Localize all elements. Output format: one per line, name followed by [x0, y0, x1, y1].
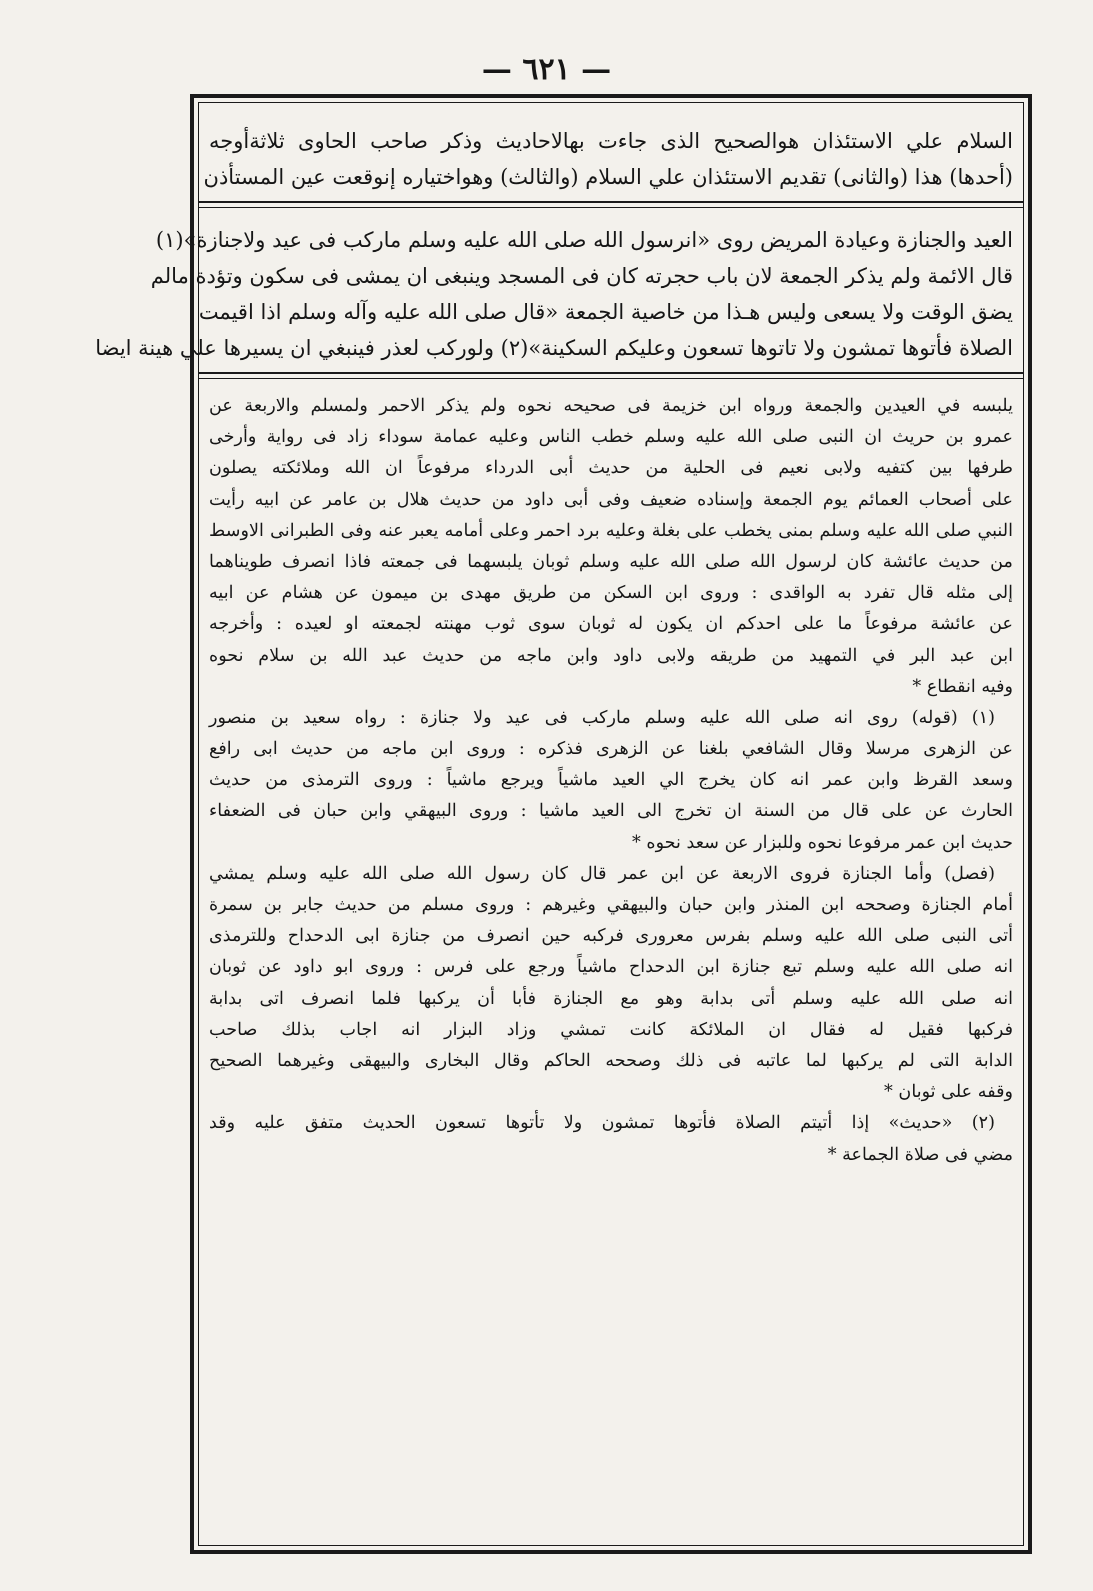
- commentary-line: حديث ابن عمر مرفوعا نحوه وللبزار عن سعد نحوه *: [631, 832, 1013, 853]
- text-line: يضق الوقت ولا يسعى وليس هـذا من خاصية الجمعة «قال صلى الله عليه وآله وسلم اذا اقيمت: [198, 300, 1013, 324]
- commentary-line: يلبسه في العيدين والجمعة ورواه ابن خزيمة فى صحيحه نحوه ولم يذكر الاحمر ولمسلم والاربعة عن: [209, 396, 1013, 416]
- commentary-line: انه صلى الله عليه وسلم أتى بدابة وهو مع الجنازة فأبا أن يركبها فلما انصرف اتى بدابة: [209, 988, 1013, 1009]
- commentary-line: عن عائشة مرفوعاً ما على احدكم ان يكون له ثوبان سوى ثوب مهنته لجمعته او لعيده : وأخرجه: [209, 614, 1013, 635]
- page-frame: [95, 102, 1024, 1546]
- main-text-section-2: [95, 222, 1013, 366]
- section-fasl-line: (فصل) وأما الجنازة فروى الاربعة عن ابن عمر قال كان رسول الله صلى الله عليه وسلم يمشي: [209, 863, 995, 884]
- commentary-line: مضي فى صلاة الجماعة *: [827, 1144, 1013, 1165]
- commentary-line: انه صلى الله عليه وسلم تبع جنازة ابن الدحداح ماشياً ورجع على فرس : وروى ابو داود عن ثوبان: [209, 957, 1013, 978]
- section-divider: [199, 201, 1023, 208]
- text-line: السلام علي الاستئذان هوالصحيح الذى جاءت بهالاحاديث وذكر صاحب الحاوى ثلاثةأوجه: [209, 129, 1013, 153]
- page-number: — ٦٢١ —: [481, 52, 612, 87]
- commentary-line: الدابة التى لم يركبها لما عاتبه فى ذلك وصححه الحاكم وقال البخارى والبيهقى وغيرهما الصحيح: [209, 1050, 1013, 1071]
- commentary-line: على أصحاب العمائم يوم الجمعة وإسناده ضعيف وفى أبى داود من حديث هلال بن عامر عن ابيه رأيت: [209, 489, 1013, 510]
- commentary-line: وسعد القرظ وابن عمر انه كان يخرج الي العيد ماشياً ويرجع ماشياً : وروى الترمذى من حديث: [209, 770, 1013, 791]
- text-line: الصلاة فأتوها تمشون ولا تاتوها تسعون وعليكم السكينة»(٢) ولوركب لعذر فينبغي ان يسيرها علي هينة ايضا: [95, 336, 1013, 360]
- commentary-line: إلى مثله قال تفرد به الواقدى : وروى ابن السكن من طريق مهدى بن ميمون عن هشام عن ابيه: [209, 583, 1013, 604]
- main-text-section-1: [203, 123, 1013, 195]
- commentary-line: طرفها بين كتفيه ولابى نعيم فى الحلية من حديث أبى الدرداء مرفوعاً ان الله وملائكته يصلون: [209, 458, 1013, 479]
- footnote-1-line: (١) (قوله) روى انه صلى الله عليه وسلم ماركب فى عيد ولا جنازة : رواه سعيد بن منصور: [209, 707, 995, 728]
- commentary-line: ابن عبد البر في التمهيد من طريقه ولابى داود وابن ماجه من حديث عبد الله بن سلام نحوه: [209, 645, 1013, 666]
- commentary-line: عن الزهرى مرسلا وقال الشافعي بلغنا عن الزهرى فذكره : وروى ابن ماجه من حديث ابى رافع: [209, 739, 1013, 760]
- commentary-line: الحارث عن على قال من السنة ان تخرج الى العيد ماشيا : وروى البيهقي وابن حبان فى الضعفاء: [209, 801, 1013, 822]
- text-line: قال الائمة ولم يذكر الجمعة لان باب حجرته كان فى المسجد وينبغى ان يمشى فى سكون وتؤدة مالم: [150, 264, 1013, 288]
- commentary-line: عمرو بن حريث ان النبى صلى الله عليه وسلم خطب الناس وعليه عمامة سوداء زاد فى رواية وأرخى: [209, 427, 1013, 448]
- text-line: (أحدها) هذا (والثانى) تقديم الاستئذان علي السلام (والثالث) وهواختياره إنوقعت عين المستأذن: [203, 165, 1013, 189]
- commentary-line: النبي صلى الله عليه وسلم بمنى يخطب على بغلة وعليه برد احمر وعلى أمامه يعبر عنه وفى الطبرانى الاوسط: [209, 520, 1013, 541]
- commentary-line: وفيه انقطاع *: [912, 676, 1013, 697]
- commentary-line: أتى النبى صلى الله عليه وسلم بفرس معرورى فركبه حين انصرف من جنازة ابى الدحداح وللترمذى: [209, 926, 1013, 947]
- section-divider: [199, 372, 1023, 379]
- commentary-line: وقفه على ثوبان *: [884, 1082, 1013, 1103]
- commentary-line: من حديث عائشة كان لرسول الله صلى الله عليه وسلم ثوبان يلبسهما فى جمعته فاذا انصرف طويناهما: [209, 551, 1013, 572]
- text-line: العيد والجنازة وعيادة المريض روى «انرسول الله صلى الله عليه وسلم ماركب فى عيد ولاجنازة»(١): [155, 228, 1013, 252]
- commentary-line: فركبها فقيل له فقال ان الملائكة كانت تمشي وزاد البزار انه اجاب بذلك صاحب: [209, 1019, 1013, 1040]
- footnote-2-line: (٢) «حديث» إذا أتيتم الصلاة فأتوها تمشون ولا تأتوها تسعون الحديث متفق عليه وقد: [209, 1113, 995, 1134]
- commentary-line: أمام الجنازة وصححه ابن المنذر وابن حبان والبيهقي وغيرهم : وروى مسلم من حديث جابر بن سمرة: [209, 895, 1013, 915]
- commentary-section: [209, 391, 1013, 1171]
